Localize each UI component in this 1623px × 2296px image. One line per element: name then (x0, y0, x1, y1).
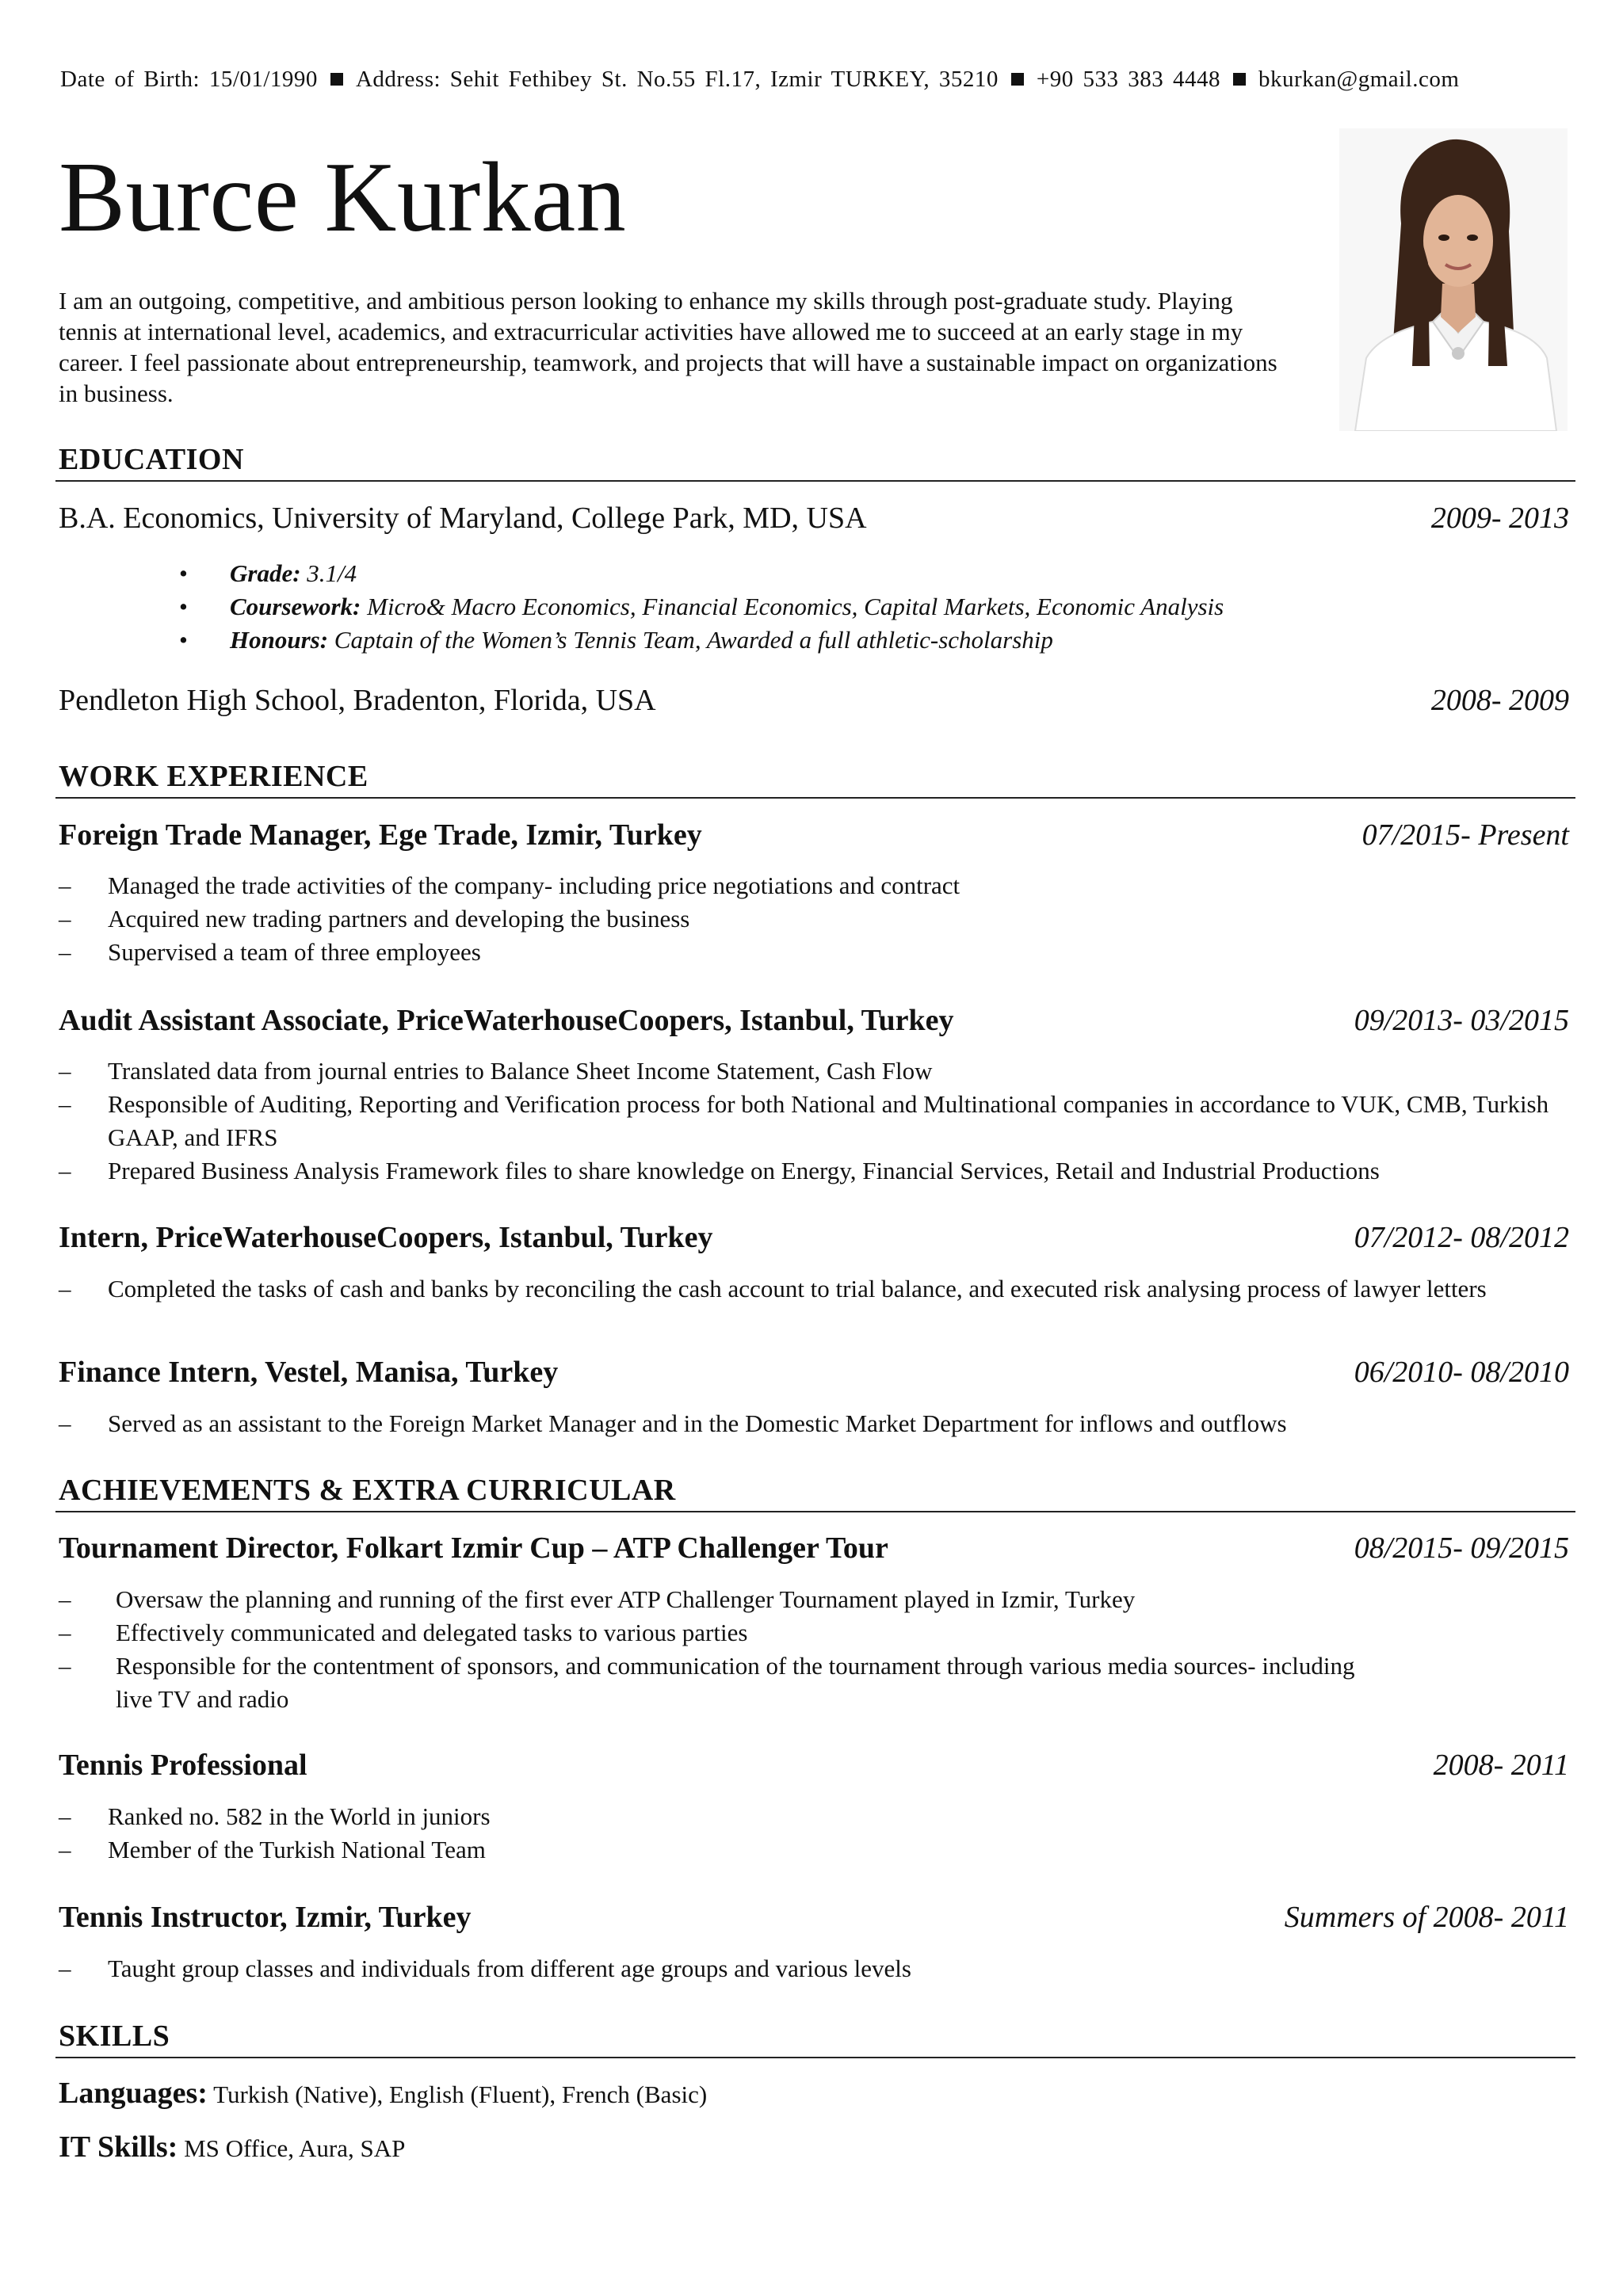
separator-square-icon (1233, 73, 1246, 86)
list-item: – Translated data from journal entries to Balance Sheet Income Statement, Cash Flow (0, 1055, 1623, 1088)
bullet-dash-icon: – (59, 1652, 71, 1680)
list-item: – Acquired new trading partners and developing the business (0, 902, 1623, 936)
list-item: – Supervised a team of three employees (0, 936, 1623, 969)
achievement-bullets (0, 1952, 1623, 1985)
job-bullets (0, 1272, 1623, 1306)
list-item: – Ranked no. 582 in the World in juniors (0, 1800, 1623, 1833)
list-item: – Completed the tasks of cash and banks by reconciling the cash account to trial balance, and executed risk analysing process of lawyer letters (0, 1272, 1623, 1306)
list-item (0, 590, 1623, 624)
detail-value: 3.1/4 (307, 559, 357, 587)
job-title: Finance Intern, Vestel, Manisa, Turkey (59, 1356, 559, 1389)
job-date: 07/2015- Present (1361, 818, 1569, 852)
achievements-heading: ACHIEVEMENTS & EXTRA CURRICULAR (59, 1474, 676, 1507)
skills-it-value: MS Office, Aura, SAP (184, 2134, 406, 2162)
email: bkurkan@gmail.com (1258, 67, 1460, 92)
bullet-dash-icon: – (59, 1585, 71, 1613)
bullet-dash-icon: – (59, 1836, 71, 1863)
list-item: – Prepared Business Analysis Framework files to share knowledge on Energy, Financial Services, Retail and Industrial Productions (0, 1154, 1623, 1188)
skills-it (59, 2130, 405, 2164)
section-divider (55, 2057, 1575, 2058)
bullet-dash-icon: – (59, 1090, 71, 1118)
section-divider (55, 480, 1575, 482)
separator-square-icon (330, 73, 343, 86)
job-title: Audit Assistant Associate, PriceWaterhouseCoopers, Istanbul, Turkey (59, 1004, 954, 1037)
detail-label: Grade: (230, 559, 301, 587)
skills-languages-label: Languages: (59, 2077, 208, 2110)
job-bullets (0, 1055, 1623, 1188)
bullet-dash-icon: – (59, 905, 71, 933)
bullet-dash-icon: – (59, 871, 71, 899)
skills-languages (59, 2076, 707, 2111)
detail-value: Micro& Macro Economics, Financial Economics, Capital Markets, Economic Analysis (367, 593, 1224, 620)
job-bullets (0, 1407, 1623, 1440)
detail-value: Captain of the Women’s Tennis Team, Awarded a full athletic-scholarship (334, 626, 1053, 654)
job-bullets (0, 869, 1623, 969)
address: Address: Sehit Fethibey St. No.55 Fl.17, Izmir TURKEY, 35210 (355, 67, 999, 92)
education-entry-title: B.A. Economics, University of Maryland, College Park, MD, USA (59, 502, 867, 535)
profile-photo (1339, 128, 1568, 431)
achievement-bullets (0, 1800, 1623, 1867)
job-title: Intern, PriceWaterhouseCoopers, Istanbul, Turkey (59, 1221, 713, 1254)
job-date: 06/2010- 08/2010 (1354, 1356, 1569, 1389)
achievement-date: 08/2015- 09/2015 (1354, 1531, 1569, 1565)
job-title: Foreign Trade Manager, Ege Trade, Izmir, Turkey (59, 818, 702, 852)
bullet-dash-icon: – (59, 1619, 71, 1646)
achievement-title: Tennis Professional (59, 1749, 307, 1782)
job-date: 09/2013- 03/2015 (1354, 1004, 1569, 1037)
section-divider (55, 797, 1575, 799)
contact-line (60, 67, 1534, 93)
skills-languages-value: Turkish (Native), English (Fluent), French (Basic) (213, 2081, 708, 2108)
date-of-birth: Date of Birth: 15/01/1990 (60, 67, 318, 92)
separator-square-icon (1011, 73, 1024, 86)
list-item (0, 624, 1623, 657)
achievement-bullets (0, 1583, 1623, 1716)
achievement-date: Summers of 2008- 2011 (1284, 1901, 1569, 1934)
skills-it-label: IT Skills: (59, 2130, 178, 2164)
detail-label: Coursework: (230, 593, 361, 620)
list-item: – Managed the trade activities of the company- including price negotiations and contract (0, 869, 1623, 902)
candidate-name: Burce Kurkan (59, 143, 627, 253)
bullet-dot-icon: • (179, 559, 188, 587)
education-details (0, 557, 1623, 657)
bullet-dot-icon: • (179, 593, 188, 620)
list-item: – Responsible for the contentment of sponsors, and communication of the tournament through various media sources- including live TV and radio (0, 1650, 1623, 1716)
list-item (0, 557, 1623, 590)
skills-heading: SKILLS (59, 2019, 170, 2053)
section-divider (55, 1511, 1575, 1512)
bullet-dash-icon: – (59, 938, 71, 966)
achievement-title: Tournament Director, Folkart Izmir Cup – ATP Challenger Tour (59, 1531, 888, 1565)
education-entry-title: Pendleton High School, Bradenton, Florida, USA (59, 684, 656, 717)
bullet-dash-icon: – (59, 1275, 71, 1302)
list-item: – Effectively communicated and delegated tasks to various parties (0, 1616, 1623, 1650)
profile-summary: I am an outgoing, competitive, and ambitious person looking to enhance my skills through post-graduate study. Playing tennis at international level, academics, and extracurricular activities have allowed me to succeed at an early stage in my career. I feel passionate about entrepreneurship, teamwork, and projects that will have a sustainable impact on organizations in business. (59, 287, 1277, 407)
achievement-date: 2008- 2011 (1433, 1749, 1569, 1782)
bullet-dash-icon: – (59, 1802, 71, 1830)
education-heading: EDUCATION (59, 443, 244, 476)
bullet-dot-icon: • (179, 626, 188, 654)
list-item: – Responsible of Auditing, Reporting and Verification process for both National and Multinational companies in accordance to VUK, CMB, Turkish GAAP, and IFRS (0, 1088, 1623, 1154)
education-entry-date: 2009- 2013 (1430, 502, 1569, 535)
work-experience-heading: WORK EXPERIENCE (59, 760, 369, 793)
education-entry-date: 2008- 2009 (1430, 684, 1569, 717)
bullet-dash-icon: – (59, 1955, 71, 1982)
achievement-title: Tennis Instructor, Izmir, Turkey (59, 1901, 472, 1934)
list-item: – Taught group classes and individuals from different age groups and various levels (0, 1952, 1623, 1985)
list-item: – Served as an assistant to the Foreign Market Manager and in the Domestic Market Department for inflows and outflows (0, 1407, 1623, 1440)
detail-label: Honours: (230, 626, 329, 654)
list-item: – Member of the Turkish National Team (0, 1833, 1623, 1867)
phone: +90 533 383 4448 (1036, 67, 1220, 92)
job-date: 07/2012- 08/2012 (1354, 1221, 1569, 1254)
list-item: – Oversaw the planning and running of the first ever ATP Challenger Tournament played in Izmir, Turkey (0, 1583, 1623, 1616)
bullet-dash-icon: – (59, 1057, 71, 1085)
bullet-dash-icon: – (59, 1157, 71, 1184)
bullet-dash-icon: – (59, 1409, 71, 1437)
portrait-image (1339, 128, 1568, 431)
